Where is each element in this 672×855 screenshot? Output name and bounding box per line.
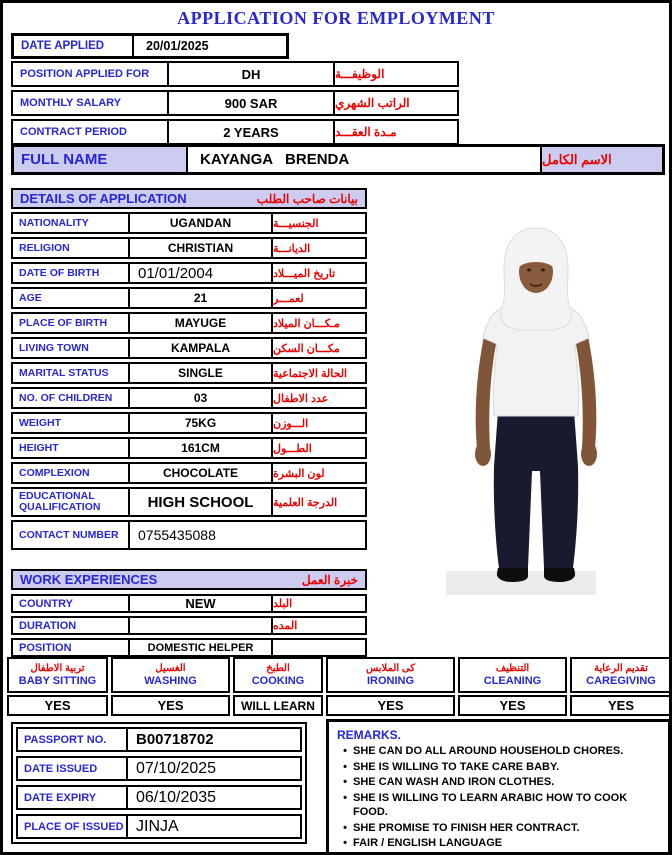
field-value: 03 bbox=[130, 389, 273, 407]
duration-row bbox=[11, 616, 367, 635]
date-applied-value: 20/01/2025 bbox=[146, 39, 209, 53]
field-label-arabic: عدد الاطفال bbox=[273, 392, 329, 405]
field-label: LIVING TOWN bbox=[13, 339, 130, 357]
field-value: KAMPALA bbox=[130, 339, 273, 357]
skill-answer: YES bbox=[7, 695, 108, 716]
section-title: WORK EXPERIENCES bbox=[20, 572, 158, 587]
full-name-row bbox=[11, 144, 665, 175]
height-row bbox=[11, 437, 367, 459]
remark-text: • FAIR / ENGLISH LANGUAGE bbox=[353, 837, 503, 849]
field-label: COUNTRY bbox=[13, 596, 130, 611]
skill-ironing bbox=[326, 657, 455, 693]
field-label-arabic bbox=[273, 640, 365, 655]
skill-cleaning bbox=[458, 657, 567, 693]
date-issued-row bbox=[16, 756, 302, 781]
field-label-arabic: مـكـــان الميلاد bbox=[273, 317, 340, 330]
remarks-section bbox=[326, 719, 671, 855]
applicant-photo bbox=[446, 216, 626, 608]
section-title-arabic: خبرة العمل bbox=[301, 572, 358, 587]
skill-label-arabic: تقديم الرعاية bbox=[594, 662, 648, 674]
field-value: MAYUGE bbox=[130, 314, 273, 332]
position-applied-row bbox=[11, 61, 459, 87]
field-value: NEW bbox=[130, 596, 273, 611]
skill-label: WASHING bbox=[144, 674, 197, 687]
skill-label-arabic: تربية الاطفال bbox=[30, 662, 85, 674]
field-label: PLACE OF BIRTH bbox=[13, 314, 130, 332]
field-label: EDUCATIONAL QUALIFICATION bbox=[13, 489, 130, 515]
field-label: HEIGHT bbox=[13, 439, 130, 457]
remark-text: • SHE CAN WASH AND IRON CLOTHES. bbox=[353, 776, 555, 788]
field-label: NO. OF CHILDREN bbox=[13, 389, 130, 407]
details-section bbox=[11, 188, 367, 553]
date-applied-row bbox=[11, 33, 289, 59]
contract-period-row bbox=[11, 119, 459, 145]
field-value: CHOCOLATE bbox=[130, 464, 273, 482]
place-of-issue-row bbox=[16, 814, 302, 839]
remark-text: • SHE PROMISE TO FINISH HER CONTRACT. bbox=[353, 821, 580, 834]
monthly-salary-row bbox=[11, 90, 459, 116]
field-value: 06/10/2035 bbox=[136, 788, 217, 806]
remark-text: • SHE CAN DO ALL AROUND HOUSEHOLD CHORES. bbox=[353, 745, 624, 757]
position-table bbox=[11, 61, 459, 148]
field-label: CONTRACT PERIOD bbox=[13, 121, 169, 143]
date-expiry-row bbox=[16, 785, 302, 810]
field-value: 21 bbox=[130, 289, 273, 307]
field-value: UGANDAN bbox=[130, 214, 273, 232]
country-row bbox=[11, 594, 367, 613]
applicant-photo-figure bbox=[446, 216, 626, 608]
field-label: WEIGHT bbox=[13, 414, 130, 432]
field-value: JINJA bbox=[136, 817, 179, 835]
field-label-arabic: تاريخ الميـــلاد bbox=[273, 267, 336, 280]
skill-answer: YES bbox=[111, 695, 230, 716]
skill-label-arabic: الغسيل bbox=[155, 662, 186, 674]
full-name-value: KAYANGA BRENDA bbox=[188, 147, 542, 172]
field-label: DATE OF BIRTH bbox=[13, 264, 130, 282]
skill-label: BABY SITTING bbox=[18, 674, 97, 687]
skill-caregiving bbox=[570, 657, 672, 693]
remark-item bbox=[337, 744, 662, 759]
field-label-arabic: الـــوزن bbox=[273, 417, 309, 430]
religion-row bbox=[11, 237, 367, 259]
weight-row bbox=[11, 412, 367, 434]
skill-answer: YES bbox=[326, 695, 455, 716]
skill-cooking bbox=[233, 657, 323, 693]
field-label: COMPLEXION bbox=[13, 464, 130, 482]
place-of-birth-row bbox=[11, 312, 367, 334]
page-title: APPLICATION FOR EMPLOYMENT bbox=[177, 8, 495, 28]
skills-header-row bbox=[7, 657, 672, 693]
skill-label-arabic: كى الملابس bbox=[366, 662, 415, 674]
remarks-title: REMARKS. bbox=[337, 728, 402, 742]
skill-answer: YES bbox=[458, 695, 567, 716]
field-label-arabic: المده bbox=[273, 620, 298, 632]
field-label-arabic: لون البشرة bbox=[273, 467, 325, 480]
field-label-arabic: البلد bbox=[273, 598, 293, 610]
skill-label-arabic: التنظيف bbox=[495, 662, 530, 674]
field-label-arabic: الوظيفـــة bbox=[335, 67, 385, 81]
field-label: RELIGION bbox=[13, 239, 130, 257]
remark-item bbox=[337, 836, 662, 851]
field-value: 2 YEARS bbox=[169, 121, 335, 143]
field-value: 900 SAR bbox=[169, 92, 335, 114]
date-applied-label: DATE APPLIED bbox=[14, 36, 134, 56]
remark-item bbox=[337, 775, 662, 790]
field-value: B00718702 bbox=[136, 731, 214, 748]
full-name-label-arabic: الاسم الكامل bbox=[542, 147, 662, 172]
marital-status-row bbox=[11, 362, 367, 384]
field-label: DURATION bbox=[13, 618, 130, 633]
field-label: MARITAL STATUS bbox=[13, 364, 130, 382]
passport-number-row bbox=[16, 727, 302, 752]
work-experiences-header bbox=[11, 569, 367, 590]
work-experiences-section bbox=[11, 569, 367, 660]
field-label-arabic: الراتب الشهري bbox=[335, 96, 410, 110]
skill-label: COOKING bbox=[251, 674, 305, 687]
field-value: SINGLE bbox=[130, 364, 273, 382]
field-value: 161CM bbox=[130, 439, 273, 457]
field-label: POSITION bbox=[13, 640, 130, 655]
field-value: 01/01/2004 bbox=[130, 264, 273, 282]
contact-number-row bbox=[11, 520, 367, 550]
skills-table bbox=[7, 657, 672, 718]
skill-label: CAREGIVING bbox=[586, 674, 656, 687]
field-value bbox=[130, 618, 273, 633]
skill-label: IRONING bbox=[366, 674, 415, 687]
field-value: DOMESTIC HELPER bbox=[130, 640, 273, 655]
children-row bbox=[11, 387, 367, 409]
field-label: POSITION APPLIED FOR bbox=[13, 63, 169, 85]
field-label: NATIONALITY bbox=[13, 214, 130, 232]
remark-text: • SHE IS WILLING TO LEARN ARABIC HOW TO COOK FOOD. bbox=[353, 791, 628, 818]
field-value: 75KG bbox=[130, 414, 273, 432]
field-label-arabic: الطـــول bbox=[273, 442, 312, 455]
field-label: AGE bbox=[13, 289, 130, 307]
living-town-row bbox=[11, 337, 367, 359]
remark-text: • SHE IS WILLING TO TAKE CARE BABY. bbox=[353, 760, 560, 773]
skill-label-arabic: الطبخ bbox=[266, 662, 290, 674]
education-row bbox=[11, 487, 367, 517]
field-label-arabic: الديانـــة bbox=[273, 242, 311, 255]
field-label: PLACE OF ISSUED bbox=[18, 816, 128, 837]
field-value: CHRISTIAN bbox=[130, 239, 273, 257]
field-label-arabic: مـدة العقـــد bbox=[335, 125, 397, 139]
field-value: 0755435088 bbox=[138, 527, 216, 543]
section-title-arabic: بيانات صاحب الطلب bbox=[256, 191, 358, 206]
skill-answer: WILL LEARN bbox=[233, 695, 323, 716]
nationality-row bbox=[11, 212, 367, 234]
field-value: 07/10/2025 bbox=[136, 759, 217, 777]
date-of-birth-row bbox=[11, 262, 367, 284]
field-label: MONTHLY SALARY bbox=[13, 92, 169, 114]
field-value: DH bbox=[169, 63, 335, 85]
full-name-label: FULL NAME bbox=[14, 147, 188, 172]
passport-section bbox=[11, 722, 307, 844]
age-row bbox=[11, 287, 367, 309]
remark-item bbox=[337, 791, 662, 820]
field-label: DATE ISSUED bbox=[18, 758, 128, 779]
remark-item bbox=[337, 821, 662, 836]
skill-answer: YES bbox=[570, 695, 672, 716]
remark-item bbox=[337, 760, 662, 775]
complexion-row bbox=[11, 462, 367, 484]
field-value: HIGH SCHOOL bbox=[130, 489, 273, 515]
field-label: PASSPORT NO. bbox=[18, 729, 128, 750]
field-label-arabic: مكـــان السكن bbox=[273, 342, 340, 355]
field-label: CONTACT NUMBER bbox=[13, 522, 130, 548]
field-label-arabic: الحالة الاجتماعية bbox=[273, 367, 348, 380]
position-row bbox=[11, 638, 367, 657]
field-label-arabic: الدرجة العلمية bbox=[273, 496, 338, 509]
skill-baby-sitting bbox=[7, 657, 108, 693]
field-label: DATE EXPIRY bbox=[18, 787, 128, 808]
field-label-arabic: الجنسيـــة bbox=[273, 217, 319, 230]
details-section-header bbox=[11, 188, 367, 209]
skill-washing bbox=[111, 657, 230, 693]
section-title: DETAILS OF APPLICATION bbox=[20, 191, 187, 206]
skills-answer-row bbox=[7, 695, 672, 716]
skill-label: CLEANING bbox=[483, 674, 542, 687]
field-label-arabic: لعمـــر bbox=[273, 292, 304, 305]
